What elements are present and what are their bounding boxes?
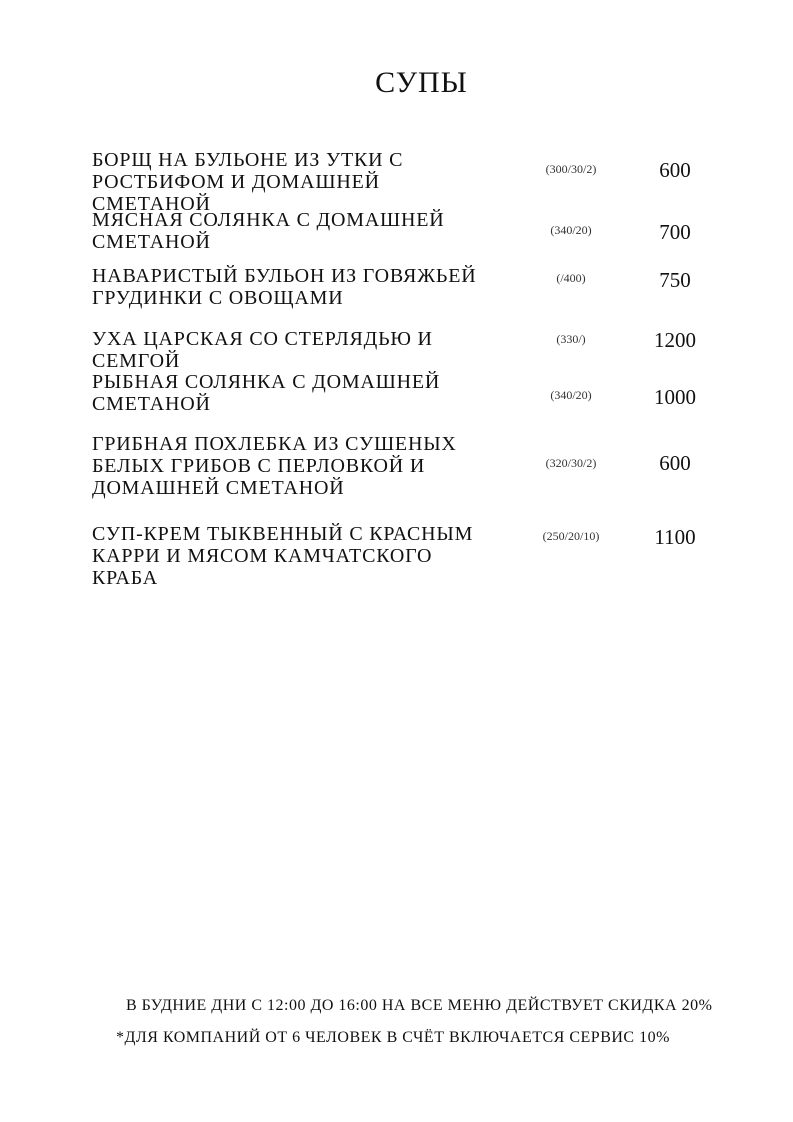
item-weight: (320/30/2)	[545, 456, 597, 470]
item-weight: (340/20)	[550, 388, 592, 402]
service-charge-note: *ДЛЯ КОМПАНИЙ ОТ 6 ЧЕЛОВЕК В СЧЁТ ВКЛЮЧАЕТСЯ СЕРВИС 10%	[116, 1029, 670, 1046]
item-name: УХА ЦАРСКАЯ СО СТЕРЛЯДЬЮ И СЕМГОЙ	[92, 328, 433, 372]
item-price: 1100	[654, 525, 696, 549]
item-name: ГРИБНАЯ ПОХЛЕБКА ИЗ СУШЕНЫХ БЕЛЫХ ГРИБОВ С ПЕРЛОВКОЙ И ДОМАШНЕЙ СМЕТАНОЙ	[92, 433, 457, 499]
item-weight: (340/20)	[550, 223, 592, 237]
item-weight: (/400)	[556, 271, 586, 285]
item-name: РЫБНАЯ СОЛЯНКА С ДОМАШНЕЙ СМЕТАНОЙ	[92, 371, 441, 415]
page-title: СУПЫ	[375, 66, 468, 99]
item-price: 750	[659, 268, 691, 292]
item-weight: (300/30/2)	[545, 162, 597, 176]
item-price: 700	[659, 220, 691, 244]
item-price: 1200	[654, 328, 696, 352]
item-price: 600	[659, 158, 691, 182]
item-name: МЯСНАЯ СОЛЯНКА С ДОМАШНЕЙ СМЕТАНОЙ	[92, 209, 445, 253]
item-price: 1000	[654, 385, 696, 409]
item-name: БОРЩ НА БУЛЬОНЕ ИЗ УТКИ С РОСТБИФОМ И ДОМАШНЕЙ СМЕТАНОЙ	[92, 149, 404, 215]
item-price: 600	[659, 451, 691, 475]
item-weight: (330/)	[556, 332, 586, 346]
item-name: СУП-КРЕМ ТЫКВЕННЫЙ С КРАСНЫМ КАРРИ И МЯСОМ КАМЧАТСКОГО КРАБА	[92, 523, 474, 589]
discount-note: В БУДНИЕ ДНИ С 12:00 ДО 16:00 НА ВСЕ МЕНЮ ДЕЙСТВУЕТ СКИДКА 20%	[126, 997, 713, 1014]
item-weight: (250/20/10)	[542, 529, 600, 543]
item-name: НАВАРИСТЫЙ БУЛЬОН ИЗ ГОВЯЖЬЕЙ ГРУДИНКИ С ОВОЩАМИ	[92, 265, 477, 309]
